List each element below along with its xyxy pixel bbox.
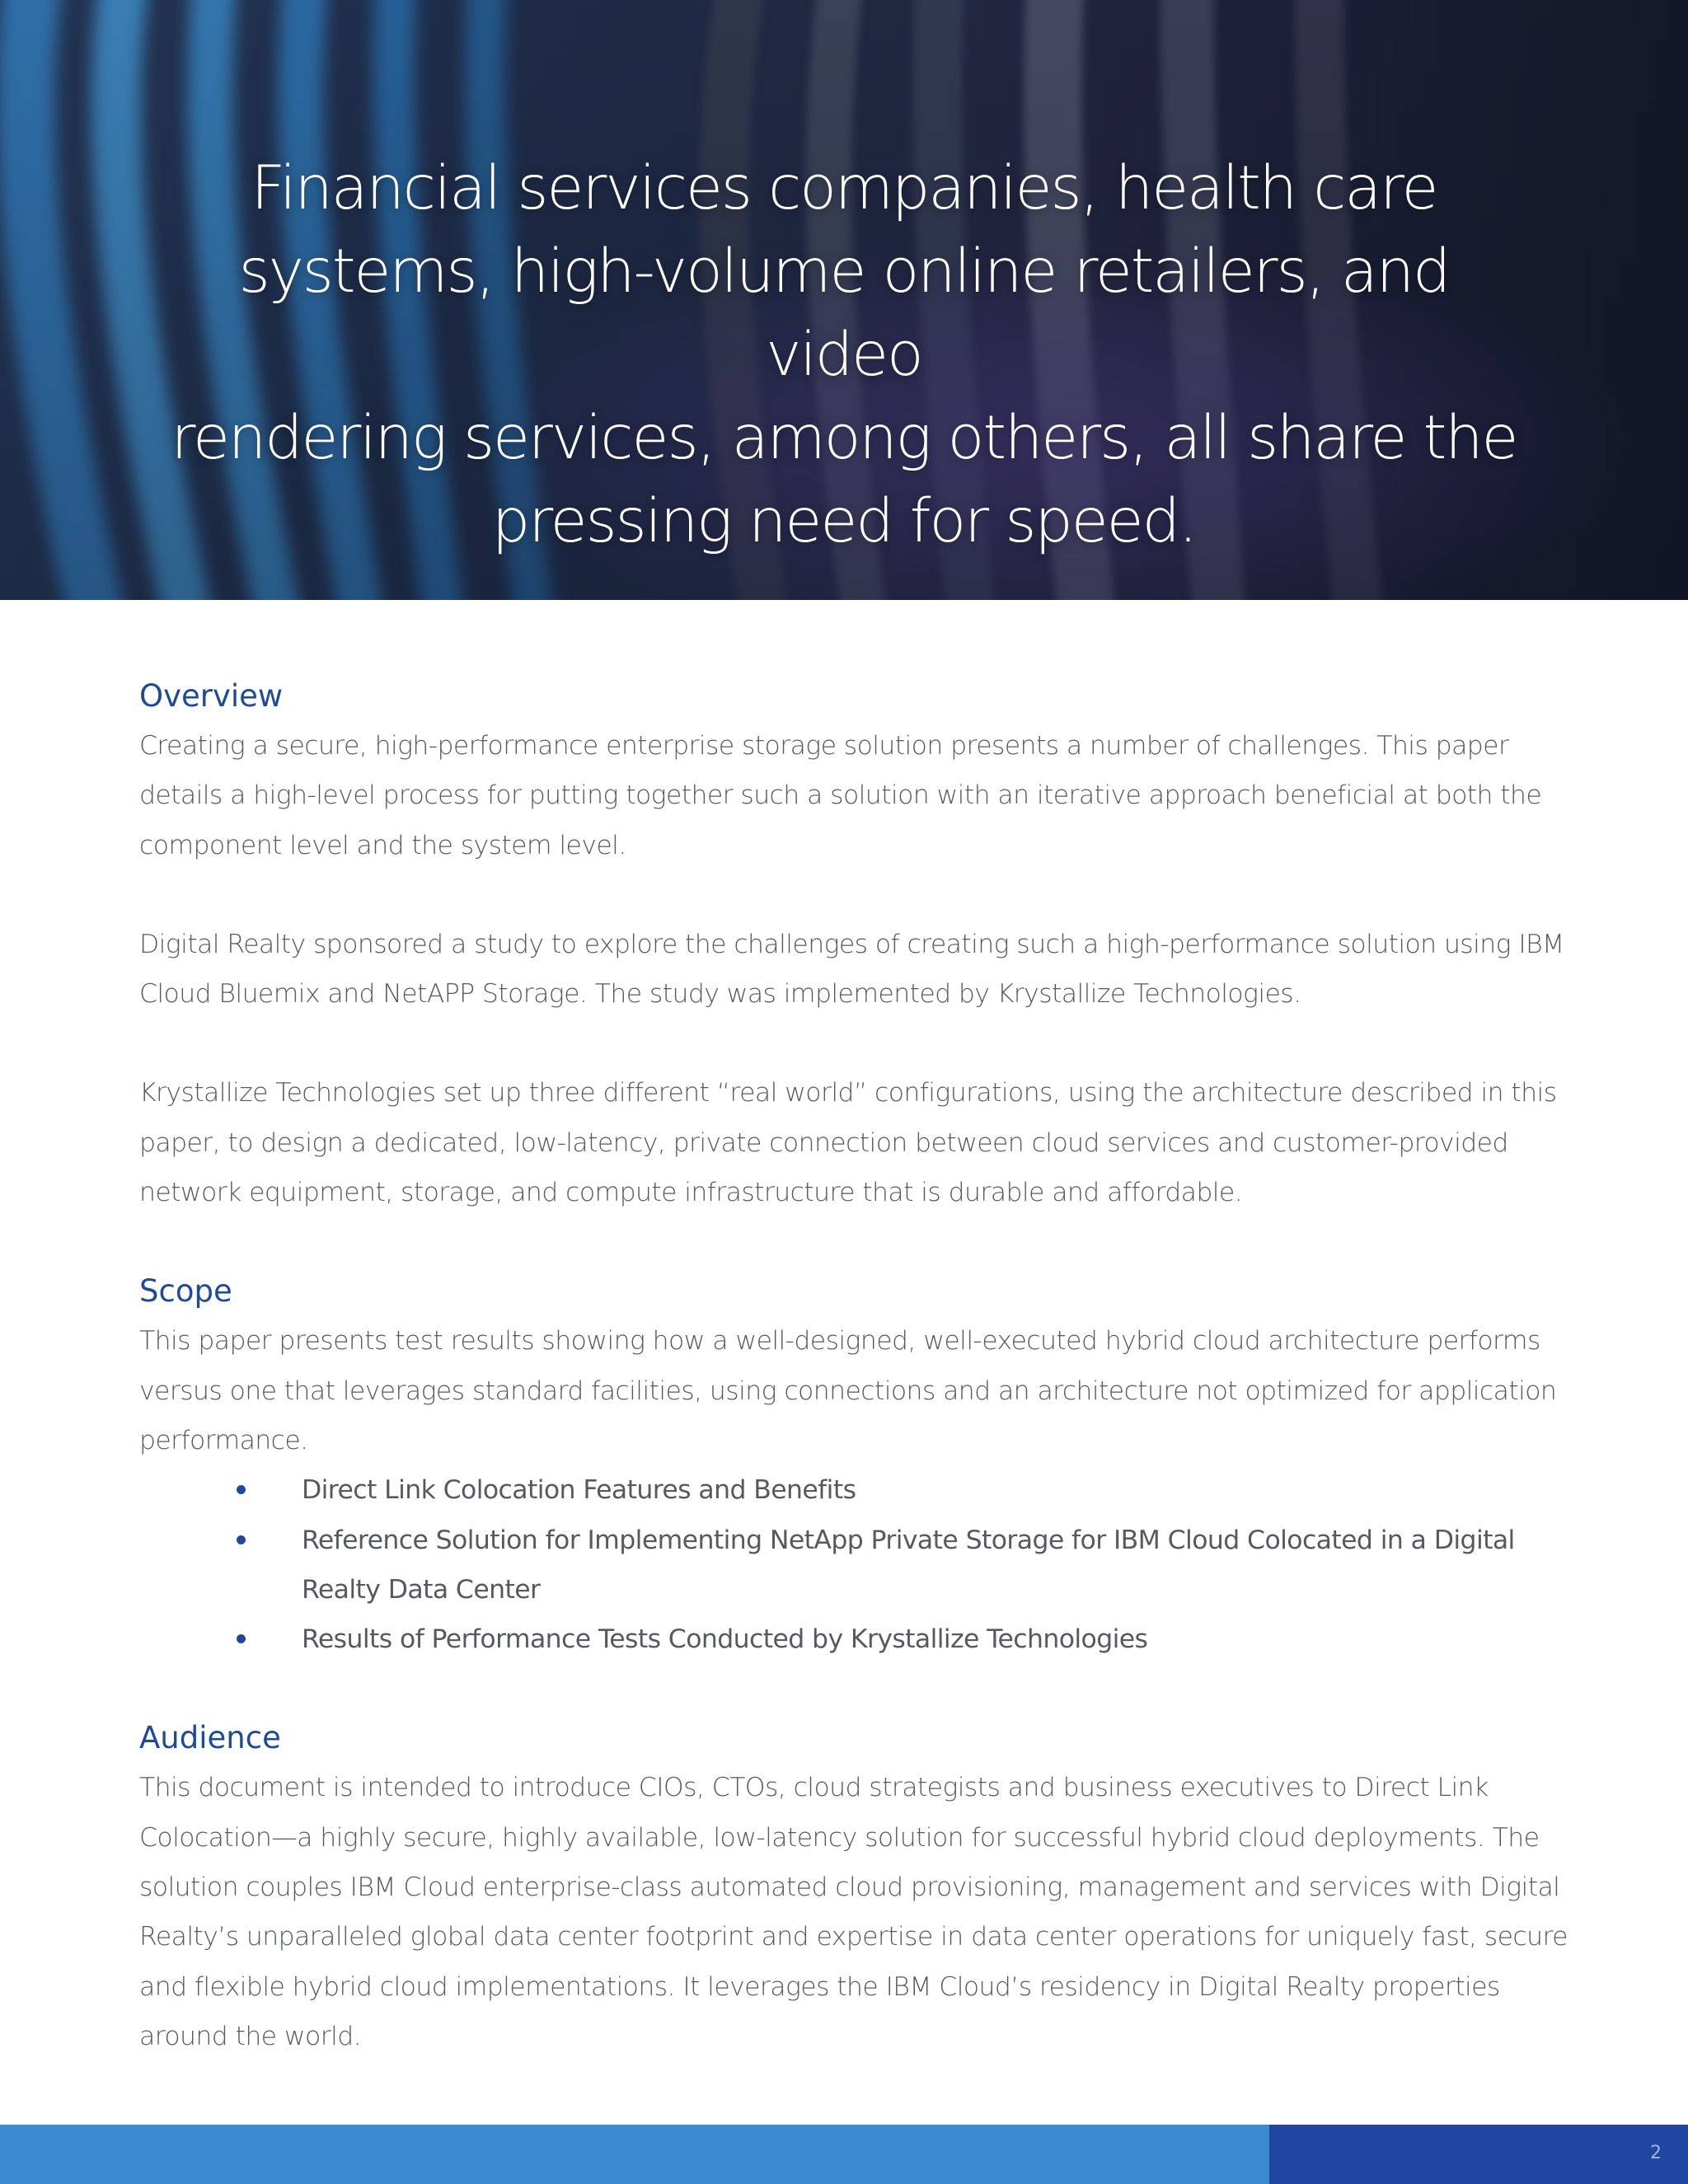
audience-heading: Audience (139, 1720, 281, 1756)
footer-page-tab (1269, 2125, 1688, 2184)
list-item (139, 1516, 1573, 1615)
list-item-text: Reference Solution for Implementing NetApp Private Storage for IBM Cloud Colocated in a Digital Realty Data Center (302, 1525, 1515, 1605)
overview-paragraph: Creating a secure, high-performance enterprise storage solution presents a number of challenges. This paper details a high-level process for putting together such a solution with an iterative approach beneficial at both the component level and the system level. (139, 731, 1542, 860)
list-item-text: Results of Performance Tests Conducted by Krystallize Technologies (302, 1624, 1148, 1655)
scope-paragraph: This paper presents test results showing how a well-designed, well-executed hybrid cloud architecture performs versus one that leverages standard facilities, using connections and an architecture not optimized for application performance. (139, 1326, 1557, 1455)
audience-section (139, 1713, 1573, 2061)
hero-banner (0, 0, 1688, 600)
hero-quote (165, 147, 1523, 563)
overview-paragraph: Digital Realty sponsored a study to explore the challenges of creating such a high-performance solution using IBM Cloud Bluemix and NetAPP Storage. The study was implemented by Krystallize Technologies. (139, 929, 1564, 1010)
scope-heading: Scope (139, 1273, 232, 1310)
hero-quote-line: Financial services companies, health care (251, 153, 1437, 223)
bullet-icon (237, 1634, 246, 1643)
scope-bullet-list (139, 1465, 1573, 1664)
hero-quote-line: systems, high-volume online retailers, and video (238, 237, 1450, 390)
bullet-icon (237, 1485, 246, 1494)
page-number: 2 (1650, 2143, 1662, 2163)
scope-section (139, 1267, 1573, 1664)
footer-bar (0, 2125, 1688, 2184)
list-item (139, 1465, 1573, 1515)
overview-paragraph: Krystallize Technologies set up three different “real world” configurations, using the architecture described in this paper, to design a dedicated, low-latency, private connection between cloud services and customer-provided network equipment, storage, and compute infrastructure that is durable and affordable. (139, 1078, 1557, 1208)
hero-quote-line: rendering services, among others, all share the (171, 403, 1517, 473)
list-item (139, 1615, 1573, 1664)
overview-section (139, 672, 1573, 1217)
hero-quote-line: pressing need for speed. (491, 486, 1197, 556)
bullet-icon (237, 1535, 246, 1544)
audience-paragraph: This document is intended to introduce CIOs, CTOs, cloud strategists and business executives to Direct Link Colocation—a highly secure, highly available, low-latency solution for successful hybrid cloud deployments. The solution couples IBM Cloud enterprise-class automated cloud provisioning, management and services with Digital Realty’s unparalleled global data center footprint and expertise in data center operations for uniquely fast, secure and flexible hybrid cloud implementations. It leverages the IBM Cloud’s residency in Digital Realty properties around the world. (139, 1773, 1568, 2051)
overview-heading: Overview (139, 678, 284, 714)
main-content (139, 672, 1573, 2061)
list-item-text: Direct Link Colocation Features and Benefits (302, 1475, 856, 1506)
